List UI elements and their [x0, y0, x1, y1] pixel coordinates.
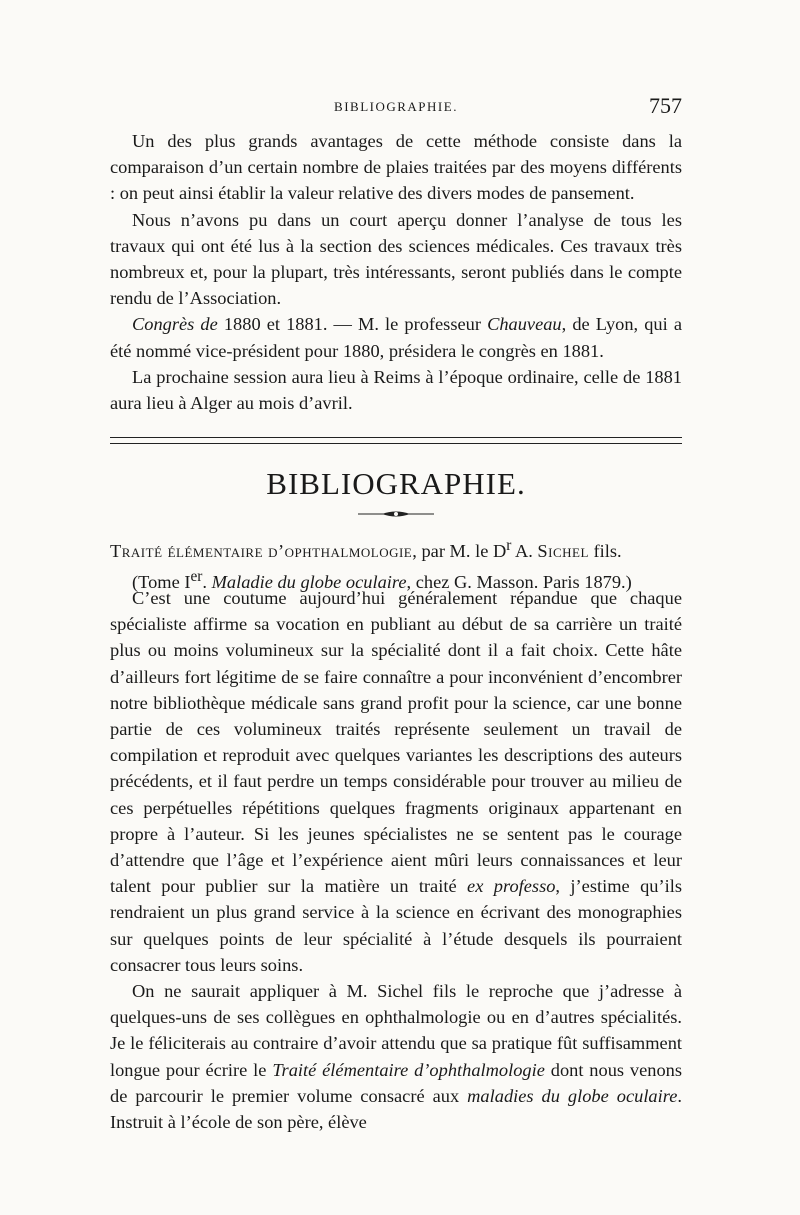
ornament-divider — [356, 510, 436, 518]
paragraph — [110, 311, 682, 363]
text-span: C’est une coutume aujourd’hui généralement répandue que chaque spécialiste affirme sa vocation en publiant au début de sa carrière un traité plus ou moins volumineux sur la spécialité dont il a fait choix. Cette hâte d’ailleurs fort légitime de se faire connaître a pour inconvénient d’encombrer notre bibliothèque médicale sans grand profit pour la science, car une bonne partie de ces volumineux traités représente seulement un travail de compilation et reproduit avec quelques variantes les descriptions des auteurs précédents, et il faut perdre un temps considérable pour trouver au milieu de ces perpétuelles répétitions quelques fragments originaux appartenant en propre à l’auteur. Si les jeunes spécialistes ne se sentent pas le courage d’attendre que l’âge et l’expérience aient mûri leurs connaissances et leur talent pour publier sur la matière un traité — [110, 588, 682, 897]
entry-title-line — [110, 533, 682, 564]
text-span: , par M. le D — [412, 541, 507, 562]
text-span: dont nous venons de parcourir le premier volume consacré aux — [110, 1059, 683, 1106]
italic-text: ex professo — [467, 876, 556, 897]
text-span: 1880 et 1881. — M. le professeur — [217, 314, 488, 335]
text-span: , chez G. Masson. Paris 1879.) — [406, 572, 632, 593]
text-span: A. — [511, 541, 538, 562]
text-span: (Tome I — [132, 572, 191, 593]
superscript: r — [506, 537, 512, 554]
paragraph — [110, 978, 682, 1135]
italic-text: Traité élémentaire d’ophthalmologie — [272, 1059, 545, 1080]
review-text — [110, 585, 682, 1135]
text-span: . — [202, 572, 212, 593]
page-number: 757 — [649, 93, 682, 118]
text-span: On ne saurait appliquer à M. Sichel fils le reproche que j’adresse à quelques-uns de ses collègues en ophthalmologie ou en d’autres spécialités. Je le féliciterais au contraire d’avoir attendu que sa pratique fût suffisamment longue pour écrire le — [110, 981, 682, 1080]
paragraph: Un des plus grands avantages de cette méthode consiste dans la comparaison d’un certain nombre de plaies traitées par des moyens différents : on peut ainsi établir la valeur relative des divers modes de pansement. — [110, 131, 682, 204]
text-span: , de Lyon, qui a été nommé vice-président pour 1880, présidera le congrès en 1881. — [110, 314, 682, 361]
paragraph: La prochaine session aura lieu à Reims à l’époque ordinaire, celle de 1881 aura lieu à Alger au mois d’avril. — [110, 366, 682, 414]
italic-text: maladies du globe oculaire — [467, 1085, 678, 1106]
italic-name: Chauveau — [487, 314, 562, 335]
text-span: , j’estime qu’ils rendraient un plus grand service à la science en écrivant des monographies sur quelques points de leur spécialité à l’étude desquels ils pourraient consacrer tous leurs soins. — [110, 876, 682, 975]
italic-text: Congrès de — [132, 314, 218, 335]
section-heading: BIBLIOGRAPHIE. — [266, 466, 526, 501]
entry-title: Traité élémentaire d’ophthalmologie — [110, 541, 413, 562]
paragraph — [110, 585, 682, 978]
page-header — [110, 93, 682, 123]
text-span: . Instruit à l’école de son père, élève — [110, 1085, 682, 1133]
double-rule-divider — [110, 437, 682, 444]
author-name: Sichel — [537, 541, 589, 562]
text-span: fils. — [588, 541, 622, 562]
congress-report-text — [110, 128, 682, 416]
italic-text: Maladie du globe oculaire — [211, 572, 407, 593]
running-title: BIBLIOGRAPHIE. — [334, 99, 458, 114]
superscript: er — [190, 568, 203, 586]
paragraph: Nous n’avons pu dans un court aperçu donner l’analyse de tous les travaux qui ont été lus à la section des sciences médicales. Ces travaux très nombreux et, pour la plupart, très intéressants, seront publiés dans le compte rendu de l’Association. — [110, 209, 682, 309]
